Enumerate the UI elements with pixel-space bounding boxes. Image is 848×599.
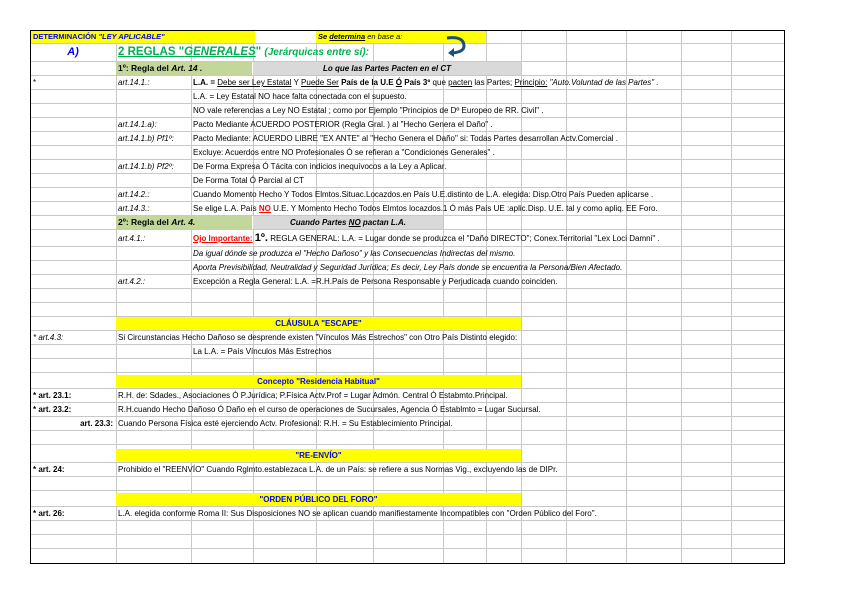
text-part: L.A. = — [193, 78, 216, 87]
grid-row-line — [31, 372, 784, 373]
important-label: Ojo Importante: — [193, 234, 253, 243]
grid-row-line — [31, 302, 784, 303]
row-ref: * art. 26: — [33, 509, 65, 518]
title-cell — [31, 31, 255, 43]
title-subtext: "LEY APLICABLE" — [98, 32, 165, 41]
text-part: Se elige L.A. País — [193, 204, 257, 213]
row-ref: * art. 23.1: — [33, 391, 72, 400]
grid-column-line — [116, 31, 117, 563]
text-part: REGLA GENERAL: L.A. = Lugar donde se produzca el "Daño DIRECTO"; Conex.Territorial "Lex Loci Damni" . — [270, 234, 660, 243]
reenvio-banner: "RE-ENVÍO" — [116, 449, 521, 462]
row-text — [191, 76, 786, 89]
section-letter: A) — [67, 46, 79, 58]
rule-number: 1º. — [254, 232, 268, 244]
row-ref: art.14.2.: — [118, 190, 150, 199]
note-part: pactan L.A. — [362, 218, 407, 227]
escape-banner: CLÁUSULA "ESCAPE" — [116, 317, 521, 330]
row-ref: art.4.1.: — [118, 234, 146, 243]
heading-part-b: GENERALES — [184, 46, 256, 58]
row-ref: art.14.3.: — [118, 204, 150, 213]
grid-row-line — [31, 430, 784, 431]
text-part: País 3º — [404, 78, 431, 87]
row-ref: art. 23.3: — [80, 419, 113, 428]
text-part: pacten — [448, 78, 473, 87]
text-part: Puede Ser — [301, 78, 339, 87]
regla1-label — [116, 62, 252, 75]
row-ref: * art. 23.2: — [33, 405, 72, 414]
text-part: Debe ser Ley Estatal — [217, 78, 292, 87]
row-text: Excluye: Acuerdos entre NO Profesionales Ó se refieran a "Condiciones Generales" . — [193, 148, 495, 157]
text-part: U.E. Y Momento Hecho Todos Elmtos locazdos.1 Ó más País UE :aplic.Disp. U.E. tal y como apliq. EE Foro. — [273, 204, 658, 213]
row-ref: art.14.1.b) Pf1º: — [118, 134, 174, 143]
base-text-c: en base a: — [367, 32, 403, 41]
row-marker: * — [33, 78, 37, 87]
row-text: L.A. elegida conforme Roma II: Sus Disposiciones NO se aplican cuando manifiestamente Incompatibles con "Orden Público del Foro". — [118, 509, 597, 518]
orden-banner: "ORDEN PÚBLICO DEL FORO" — [116, 493, 521, 506]
row-text: Da igual dónde se produzca el "Hecho Dañoso" y las Consecuencias Indirectas del mismo. — [193, 249, 516, 258]
row-text: Excepción a Regla General: L.A. =R.H.País de Persona Responsable y Perjudicada cuando coinciden. — [193, 277, 558, 286]
text-part: "Auto.Voluntad de las Partes" . — [549, 78, 659, 87]
text-part: NO — [258, 204, 271, 213]
row-text — [191, 202, 786, 215]
row-text: L.A. = Ley Estatal NO hace falta conectada con el supuesto. — [193, 92, 407, 101]
row-text — [191, 231, 786, 246]
grid-row-line — [31, 534, 784, 535]
regla1-label-a: 1º: Regla del — [118, 63, 169, 73]
regla2-label-b: Art. 4. — [171, 217, 196, 227]
row-text: R.H.cuando Hecho Dañoso Ó Daño en el curso de operaciones de Sucursales, Agencia Ó Establmto = Lugar Sucursal. — [118, 405, 541, 414]
regla1-note: Lo que las Partes Pacten en el CT — [253, 62, 521, 75]
row-ref: art.14.1.: — [118, 78, 150, 87]
base-text-a: Se — [318, 32, 328, 41]
text-part: Principio: — [514, 78, 548, 87]
row-text: Cuando Persona Física esté ejerciendo Actv. Profesional: R.H. = Su Establecimiento Principal. — [118, 419, 453, 428]
row-text: Cuando Momento Hecho Y Todos Elmtos.Situac.Locazdos.en País U.E.distinto de L.A. elegida: Disp.Otro País Pueden aplicarse . — [193, 190, 654, 199]
regla2-label — [116, 216, 252, 229]
row-text: De Forma Total Ó Parcial al CT — [193, 176, 304, 185]
row-text: R.H. de: Sdades., Asociaciones Ó P.Jurídica; P.Física Actv.Prof = Lugar Admón. Central Ó Estabmto.Principal. — [118, 391, 508, 400]
row-text: NO vale referencias a Ley NO Estatal ; como por Ejemplo "Principios de Dº Europeo de RR. Civil" . — [193, 106, 544, 115]
note-part: Cuando Partes — [289, 218, 347, 227]
regla2-label-a: 2º: Regla del — [118, 217, 169, 227]
row-text: Si Circunstancias Hecho Dañoso se desprende existen "Vínculos Más Estrechos" con Otro País Distinto elegido: — [118, 333, 518, 342]
title-text: DETERMINACIÓN — [33, 32, 97, 41]
grid-row-line — [31, 490, 784, 491]
row-ref: art.14.1.b) Pf2º: — [118, 162, 174, 171]
regla2-note — [253, 216, 443, 229]
grid-row-line — [31, 229, 784, 230]
grid-row-line — [31, 476, 784, 477]
row-text: Pacto Mediante ACUERDO POSTERIOR (Regla Gral. ) al "Hecho Genera el Daño" . — [193, 120, 493, 129]
row-text: Prohibido el "REENVÍO" Cuando Rglmto.establezaca L.A. de un País: se refiere a sus Normas Vig., excluyendo las de DIPr. — [118, 465, 558, 474]
row-ref: * art. 24: — [33, 465, 65, 474]
row-ref: * art.4.3: — [33, 333, 64, 342]
section-heading — [116, 43, 376, 61]
grid-row-line — [31, 520, 784, 521]
grid-row-line — [31, 358, 784, 359]
heading-part-d: (Jerárquicas entre sí): — [264, 47, 369, 58]
heading-part-c: " — [255, 46, 262, 58]
grid-row-line — [31, 548, 784, 549]
return-arrow-icon — [444, 34, 470, 58]
text-part: Y — [293, 78, 299, 87]
residencia-banner: Concepto "Residencia Habitual" — [116, 375, 521, 388]
regla1-label-b: Art. 14 . — [171, 63, 203, 73]
row-text: Aporta Previsibilidad, Neutralidad y Seguridad Jurídica; Es decir, Ley País donde se encuentra la Persona/Bien Afectado. — [193, 263, 623, 272]
heading-part-a: 2 REGLAS " — [118, 46, 185, 58]
text-part: que — [432, 78, 446, 87]
base-text-b: determina — [329, 32, 366, 41]
spreadsheet — [30, 30, 785, 564]
text-part: País de la U.E — [341, 78, 394, 87]
text-part: Ó — [395, 78, 403, 87]
text-part: las Partes; — [474, 78, 513, 87]
row-ref: art.14.1.a): — [118, 120, 157, 129]
grid-row-line — [31, 444, 784, 445]
grid-row-line — [31, 288, 784, 289]
row-text: De Forma Expresa Ó Tácita con indicios inequívocos a la Ley a Aplicar. — [193, 162, 447, 171]
row-text: La L.A. = País Vínculos Más Estrechos — [193, 347, 332, 356]
row-ref: art.4.2.: — [118, 277, 146, 286]
row-text: Pacto Mediante: ACUERDO LIBRE "EX ANTE" al "Hecho Genera el Daño" si: Todas Partes desarrollan Actv.Comercial . — [193, 134, 619, 143]
note-part: NO — [348, 218, 361, 227]
